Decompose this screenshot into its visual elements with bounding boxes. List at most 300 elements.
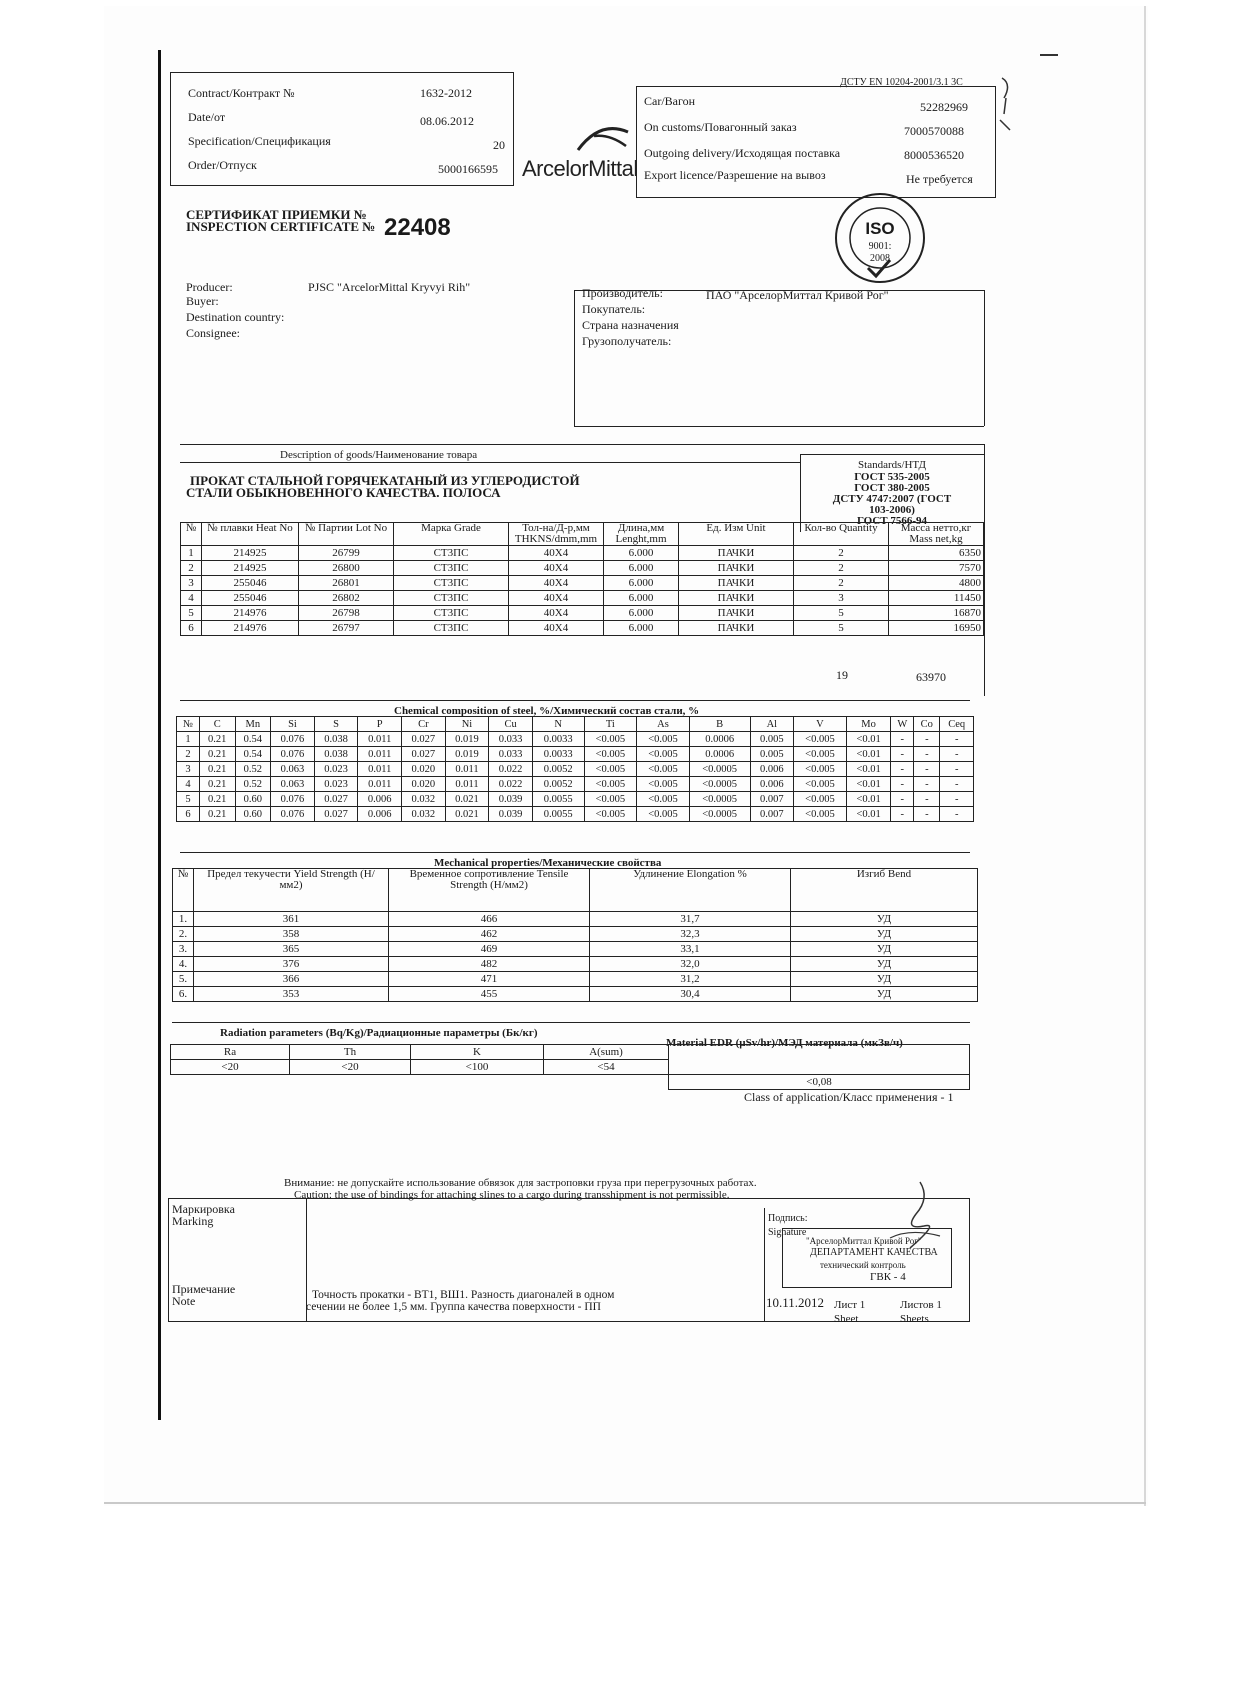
iso-stamp-label: ISO [865,219,895,238]
cell: 26800 [299,561,394,576]
goods-table [180,522,984,636]
cell: <0.005 [794,777,847,792]
cell: 2 [794,546,889,561]
cell: 0.0055 [532,807,584,822]
cell: 0.007 [750,807,794,822]
table-row [181,576,984,591]
cell: 0.020 [402,762,446,777]
order-value: 5000166595 [438,162,498,176]
cell: 255046 [202,591,299,606]
cell: <0.005 [637,777,690,792]
cell: СТ3ПС [394,606,509,621]
cell: 361 [194,912,389,927]
col-header: № [181,523,202,546]
cell: 3 [181,576,202,591]
cell: 5 [177,792,200,807]
cell: <20 [290,1060,411,1075]
cell: 0.54 [235,747,271,762]
cell: 0.023 [314,777,358,792]
cell: 0.011 [358,747,402,762]
rad-empty-cell [171,1075,669,1090]
cell: <0.0005 [689,792,750,807]
buyer-label: Buyer: [186,294,219,308]
edr-value: <0,08 [669,1075,970,1090]
page-edge-right [1144,6,1146,1506]
cell: СТ3ПС [394,546,509,561]
cell: 0.0052 [532,777,584,792]
cell: 1 [177,732,200,747]
cell: 0.027 [314,807,358,822]
cell: 0.063 [271,777,315,792]
cell: 2. [173,927,194,942]
cell: 0.0006 [689,732,750,747]
cell: СТ3ПС [394,576,509,591]
cell: 6.000 [604,546,679,561]
table-row [181,606,984,621]
outgoing-value: 8000536520 [904,148,964,162]
class-of-application: Class of application/Класс применения - 1 [744,1090,954,1104]
table-row [181,546,984,561]
cell: 0.076 [271,807,315,822]
table-row [177,807,974,822]
cell: 6.000 [604,606,679,621]
col-header: Длина,мм Lenght,mm [604,523,679,546]
parties-bottomline [574,426,984,427]
cell: 3 [794,591,889,606]
cell: 0.60 [235,807,271,822]
sheet-label: Лист 1 Sheet [834,1299,866,1325]
cell: <0.005 [794,807,847,822]
cell: - [940,792,974,807]
goods-desc-line2: СТАЛИ ОБЫКНОВЕННОГО КАЧЕСТВА. ПОЛОСА [186,485,501,500]
specification-label: Specification/Спецификация [188,134,331,148]
cell: УД [791,957,978,972]
cell: <0.01 [846,777,891,792]
standards-header: Standards/НТД [858,459,926,471]
col-header: Тол-на/Д-р,мм THKNS/dmm,mm [509,523,604,546]
cell: 0.022 [489,762,533,777]
cell: <0.005 [637,807,690,822]
cell: 365 [194,942,389,957]
warning-en: Caution: the use of bindings for attaching slines to a cargo during transshipment is not permissible. [294,1189,730,1201]
signature-label: Подпись: Signature [768,1213,808,1238]
cell: 6. [173,987,194,1002]
cell: 6350 [889,546,984,561]
cell: УД [791,987,978,1002]
producer-ru: ПАО "АрселорМиттал Кривой Рог" [706,288,889,302]
mech-header [173,869,978,912]
edr-header-cell [669,1045,970,1060]
cell: 26797 [299,621,394,636]
cell: ПАЧКИ [679,546,794,561]
cell: <0.005 [584,792,637,807]
goods-desc-underline [180,462,800,463]
export-label: Export licence/Разрешение на вывоз [644,168,826,182]
cell: 40Х4 [509,561,604,576]
cell: - [914,792,940,807]
buyer-ru-label: Покупатель: [582,302,646,316]
cell: 0.011 [445,762,489,777]
cell: 0.0033 [532,747,584,762]
cell: - [891,732,914,747]
radiation-title: Radiation parameters (Bq/Kg)/Радиационные параметры (Бк/кг) [220,1027,538,1039]
cell: 353 [194,987,389,1002]
cell: 5 [794,606,889,621]
cell: 0.006 [750,777,794,792]
rad-header [171,1045,970,1060]
iso-stamp-year: 2008 [870,253,890,264]
cell: 0.54 [235,732,271,747]
table-row [173,927,978,942]
cell: 3 [177,762,200,777]
total-quantity: 19 [836,668,848,682]
destination-ru-label: Страна назначения [582,318,679,332]
cell: 466 [389,912,590,927]
cell: 0.005 [750,747,794,762]
cell: 0.033 [489,732,533,747]
cell: 214976 [202,621,299,636]
cell: 5. [173,972,194,987]
col-header: Cr [402,717,446,732]
cell: 2 [794,576,889,591]
certificate-title-en: INSPECTION CERTIFICATE № [186,219,376,234]
cell: 214976 [202,606,299,621]
col-header: Удлинение Elongation % [590,869,791,912]
note-label-en: Note [172,1294,196,1308]
cell: 31,2 [590,972,791,987]
quality-stamp-line1: "АрселорМиттал Кривой Рог" [806,1236,922,1246]
page-edge-bottom [104,1502,1146,1504]
standards-list [800,472,984,527]
cell: 0.038 [314,732,358,747]
certificate-number: 22408 [384,214,451,241]
col-header: Кол-во Quantity [794,523,889,546]
cell: <0.01 [846,762,891,777]
cell: <0.005 [584,762,637,777]
cell: 6 [177,807,200,822]
top-right-dash [1040,54,1058,56]
sign-date: 10.11.2012 [766,1295,825,1310]
cell: 0.21 [199,762,235,777]
chemical-table [176,716,974,822]
cell: 26801 [299,576,394,591]
edr-title: Material EDR (µSv/hr)/МЭД материала (мкЗв/ч) [666,1037,903,1049]
warning-ru: Внимание: не допускайте использование обвязок для застроповки груза при перегрузочных работах. [284,1177,757,1189]
cell: 0.019 [445,732,489,747]
col-header: Mo [846,717,891,732]
cell: - [914,762,940,777]
cell: 4 [177,777,200,792]
car-label: Car/Вагон [644,94,696,108]
cell: 0.038 [314,747,358,762]
col-header: Ед. Изм Unit [679,523,794,546]
cell: 0.007 [750,792,794,807]
cell: - [940,732,974,747]
col-header: Co [914,717,940,732]
cell: - [914,807,940,822]
goods-desc-header: Description of goods/Наименование товара [280,449,478,461]
col-header: Ti [584,717,637,732]
col-header: V [794,717,847,732]
cell: - [914,732,940,747]
col-header: Временное сопротивление Tensile Strength (Н/мм2) [389,869,590,912]
cell: 469 [389,942,590,957]
cell: <0.005 [584,747,637,762]
cell: 0.076 [271,792,315,807]
col-header: N [532,717,584,732]
cell: 0.076 [271,732,315,747]
cell: - [940,807,974,822]
table-row [171,1075,970,1090]
cell: 11450 [889,591,984,606]
col-header: № Партии Lot No [299,523,394,546]
cell: 0.21 [199,747,235,762]
cell: <0.01 [846,732,891,747]
car-value: 52282969 [920,100,968,114]
cell: ПАЧКИ [679,576,794,591]
cell: 40Х4 [509,576,604,591]
mechanical-table [172,868,978,1002]
cell: 255046 [202,576,299,591]
customs-value: 7000570088 [904,124,964,138]
contract-value: 1632-2012 [420,86,472,100]
table-row [177,762,974,777]
cell: 0.032 [402,807,446,822]
col-header: Ni [445,717,489,732]
cell: 0.0006 [689,747,750,762]
cell: 5 [181,606,202,621]
cell: 30,4 [590,987,791,1002]
cell: 471 [389,972,590,987]
cell: 0.006 [358,807,402,822]
cell: 4800 [889,576,984,591]
cell: 2 [177,747,200,762]
cell: 0.005 [750,732,794,747]
cell: - [891,777,914,792]
cell: 0.027 [402,732,446,747]
rad-topline [172,1022,970,1023]
cell: <0.01 [846,747,891,762]
producer-ru-label: Производитель: [582,286,663,300]
cell: 26802 [299,591,394,606]
cell: - [940,762,974,777]
note-line2: сечении не более 1,5 мм. Группа качества поверхности - ПП [306,1301,601,1313]
cell: 0.063 [271,762,315,777]
parties-right-edge [984,290,985,426]
cell: 31,7 [590,912,791,927]
cell: 0.21 [199,732,235,747]
consignee-label: Consignee: [186,326,240,340]
table-row [173,942,978,957]
col-header: Cu [489,717,533,732]
parties-divider [574,290,575,426]
cell: 0.021 [445,807,489,822]
col-header: № [177,717,200,732]
cell: УД [791,942,978,957]
cell: 6.000 [604,621,679,636]
cell: УД [791,927,978,942]
cell: 0.027 [314,792,358,807]
handwritten-signature-icon [880,1178,950,1258]
cell: 214925 [202,546,299,561]
sheets-label: Листов 1 Sheets [900,1299,942,1325]
cell: 0.019 [445,747,489,762]
cell: 3. [173,942,194,957]
cell: 32,0 [590,957,791,972]
cell: <0.01 [846,792,891,807]
iso-stamp-standard: 9001: [868,241,892,252]
cell: УД [791,972,978,987]
cell: 40Х4 [509,606,604,621]
goods-topline [180,444,984,445]
cell: <0.005 [794,747,847,762]
standard-item: ГОСТ 380-2005 [854,482,930,494]
cell: 0.039 [489,807,533,822]
col-header: Mn [235,717,271,732]
col-header: Al [750,717,794,732]
cell: 0.006 [750,762,794,777]
cell: - [940,747,974,762]
cell: 26799 [299,546,394,561]
cell: <0.005 [584,807,637,822]
cell: - [891,762,914,777]
table-row [181,621,984,636]
table-row [173,957,978,972]
cell: 6.000 [604,561,679,576]
arcelormittal-logo: ArcelorMittal [522,156,638,181]
cell: 0.60 [235,792,271,807]
standard-item: 103-2006) [869,504,915,516]
cell: 0.023 [314,762,358,777]
cell: 358 [194,927,389,942]
cell: 0.011 [358,762,402,777]
date-value: 08.06.2012 [420,114,474,128]
table-row [177,792,974,807]
cell: 462 [389,927,590,942]
cell: 0.0055 [532,792,584,807]
cell: 4 [181,591,202,606]
cell: 16870 [889,606,984,621]
cell: 26798 [299,606,394,621]
cell: 0.21 [199,807,235,822]
cell: 0.027 [402,747,446,762]
cell: <54 [544,1060,669,1075]
standard-item: ГОСТ 7566-94 [856,515,928,527]
cell: 0.032 [402,792,446,807]
producer-label: Producer: [186,280,233,294]
producer-en: PJSC "ArcelorMittal Kryvyi Rih" [308,280,471,294]
standards-topline [800,454,984,455]
col-header: № плавки Heat No [202,523,299,546]
cell: <0.01 [846,807,891,822]
cell: <0.0005 [689,777,750,792]
cell: ПАЧКИ [679,621,794,636]
table-row [177,777,974,792]
col-header: Si [271,717,315,732]
cell: 6.000 [604,576,679,591]
col-header: C [199,717,235,732]
cell: 0.21 [199,777,235,792]
cell: <0.005 [584,732,637,747]
cell: 7570 [889,561,984,576]
cell: <0.005 [794,792,847,807]
chem-topline [180,700,970,701]
cell: 0.039 [489,792,533,807]
cell: - [891,792,914,807]
cell: - [891,747,914,762]
cell: <0.005 [794,762,847,777]
cell: 214925 [202,561,299,576]
col-header: Th [290,1045,411,1060]
cell: 4. [173,957,194,972]
cell: 2 [794,561,889,576]
arcelormittal-logo-icon [574,120,632,160]
col-header: Ceq [940,717,974,732]
cell: 0.076 [271,747,315,762]
table-row [171,1060,970,1075]
cell: 0.033 [489,747,533,762]
cell: 0.0033 [532,732,584,747]
export-value: Не требуется [906,172,973,186]
signature-divider [764,1208,765,1322]
note-label-ru: Примечание [172,1282,236,1296]
standard-top: ДСТУ EN 10204-2001/3.1 3С [840,77,963,88]
cell: 0.0052 [532,762,584,777]
cell: 1. [173,912,194,927]
cell: <0.005 [637,732,690,747]
cell: 0.21 [199,792,235,807]
marking-label-en: Marking [172,1214,214,1228]
goods-table-header [181,523,984,546]
quality-stamp-line2: ДЕПАРТАМЕНТ КАЧЕСТВА [810,1247,938,1258]
iso-stamp-icon [832,190,928,286]
mech-topline [180,852,970,853]
left-margin-line [158,50,161,1420]
corner-mark-icon [996,74,1018,134]
cell: 0.021 [445,792,489,807]
cell: 0.011 [358,777,402,792]
goods-desc-line1: ПРОКАТ СТАЛЬНОЙ ГОРЯЧЕКАТАНЫЙ ИЗ УГЛЕРОДИСТОЙ [190,473,580,488]
standard-item: ГОСТ 535-2005 [854,471,930,483]
col-header: K [411,1045,544,1060]
cell: 33,1 [590,942,791,957]
cell: 1 [181,546,202,561]
cell: 376 [194,957,389,972]
col-header: № [173,869,194,912]
cell: - [940,777,974,792]
cell: - [914,777,940,792]
contract-label: Contract/Контракт № [188,86,295,100]
table-row [173,972,978,987]
cell: 6 [181,621,202,636]
cell: 482 [389,957,590,972]
order-label: Order/Отпуск [188,158,257,172]
quality-stamp-line4: ГВК - 4 [870,1271,906,1283]
chem-header [177,717,974,732]
cell: <100 [411,1060,544,1075]
table-row [181,561,984,576]
cell: <0.005 [637,792,690,807]
cell: 0.006 [358,792,402,807]
cell: 40Х4 [509,591,604,606]
cell: СТ3ПС [394,621,509,636]
col-header: Марка Grade [394,523,509,546]
cell: <0.0005 [689,807,750,822]
cell: ПАЧКИ [679,606,794,621]
cell: 5 [794,621,889,636]
destination-label: Destination country: [186,310,285,324]
col-header: P [358,717,402,732]
